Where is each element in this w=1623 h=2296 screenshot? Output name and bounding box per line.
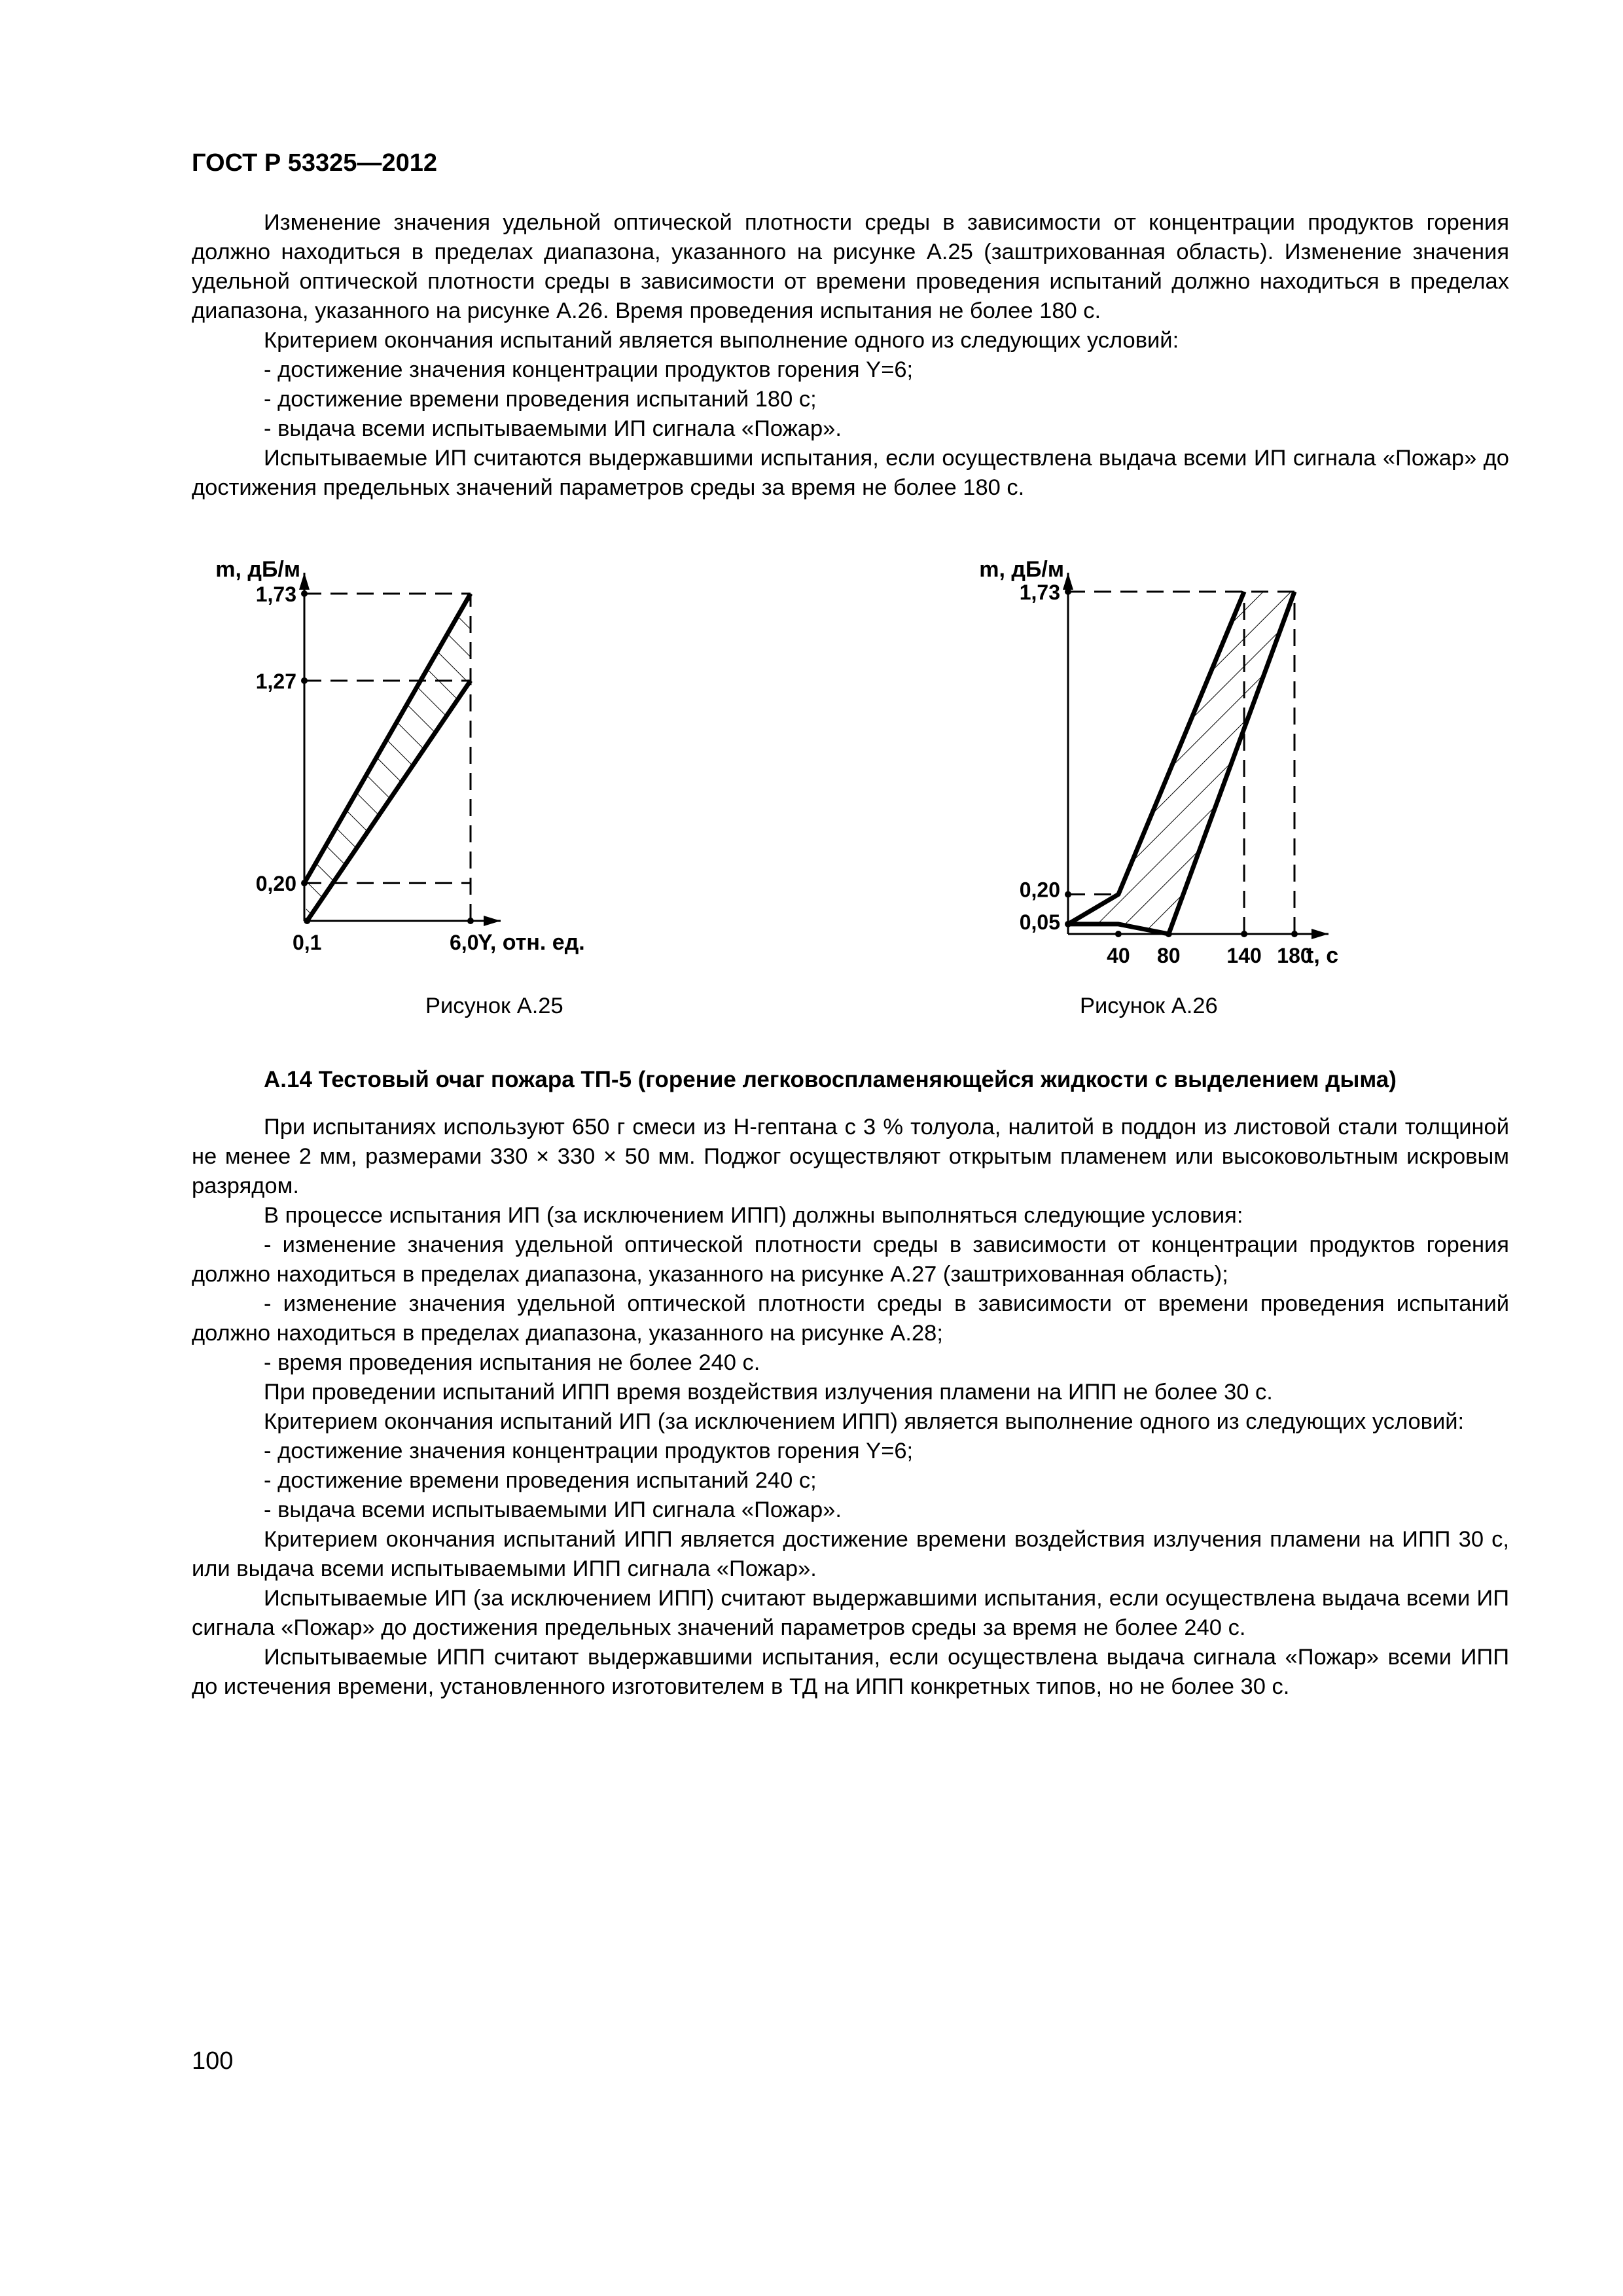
paragraph: Критерием окончания испытаний ИПП является достижение времени воздействия излучения пламени на ИПП 30 с, или выдача всеми испытываемыми ИПП сигнала «Пожар». bbox=[192, 1527, 1509, 1581]
paragraph: Критерием окончания испытаний ИП (за исключением ИПП) является выполнение одного из следующих условий: bbox=[264, 1409, 1465, 1434]
y-axis-arrow bbox=[299, 573, 310, 590]
y-tick-mark bbox=[301, 590, 308, 597]
lower-boundary-line bbox=[307, 681, 471, 921]
x-tick-mark bbox=[467, 918, 474, 924]
figure-caption: Рисунок А.26 bbox=[1080, 994, 1218, 1018]
list-item: - достижение значения концентрации продуктов горения Y=6; bbox=[264, 1439, 914, 1463]
y-tick-label: 0,20 bbox=[1019, 878, 1060, 902]
x-tick-label: 80 bbox=[1156, 944, 1181, 967]
y-tick-mark bbox=[301, 880, 308, 886]
paragraph: При испытаниях используют 650 г смеси из Н-гептана с 3 % толуола, налитой в поддон из листовой стали толщиной не менее 2 мм, размерами 330 × 330 × 50 мм. Поджог осуществляют открытым пламенем или высоковольтным искровым разрядом. bbox=[192, 1115, 1509, 1198]
x-tick-mark bbox=[1291, 931, 1298, 937]
paragraph: Испытываемые ИП считаются выдержавшими испытания, если осуществлена выдача всеми ИП сигнала «Пожар» до достижения предельных значений параметров среды за время не более 180 с. bbox=[192, 446, 1509, 500]
section-title: А.14 Тестовый очаг пожара ТП-5 (горение легковоспламеняющейся жидкости с выделением дыма) bbox=[264, 1067, 1397, 1092]
y-axis-label: m, дБ/м bbox=[979, 557, 1064, 582]
figure-a25-chart bbox=[170, 524, 838, 975]
list-item: - достижение значения концентрации продуктов горения Y=6; bbox=[264, 357, 914, 382]
y-tick-label: 0,20 bbox=[255, 872, 296, 896]
y-tick-label: 1,73 bbox=[255, 583, 296, 606]
y-tick-label: 1,27 bbox=[255, 669, 296, 693]
x-tick-label: 0,1 bbox=[292, 931, 322, 954]
paragraph: Изменение значения удельной оптической плотности среды в зависимости от концентрации продуктов горения должно находиться в пределах диапазона, указанного на рисунке А.25 (заштрихованная область). Изменение значения удельной оптической плотности среды в зависимости от времени проведения испытаний должно находиться в пределах диапазона, указанного на рисунке А.26. Время проведения испытания не более 180 с. bbox=[192, 210, 1509, 323]
paragraph: Критерием окончания испытаний является выполнение одного из следующих условий: bbox=[264, 328, 1179, 353]
x-tick-mark bbox=[1115, 931, 1122, 937]
figure-a26-chart bbox=[831, 524, 1505, 975]
x-tick-label: 6,0 bbox=[450, 931, 479, 954]
x-axis-label: t, с bbox=[1306, 943, 1339, 968]
x-tick-mark bbox=[304, 918, 310, 924]
y-tick-mark bbox=[1065, 588, 1071, 595]
paragraph: Испытываемые ИП (за исключением ИПП) считают выдержавшими испытания, если осуществлена выдача всеми ИП сигнала «Пожар» до достижения предельных значений параметров среды за время не более 240 с. bbox=[192, 1586, 1509, 1640]
list-item: - достижение времени проведения испытаний 180 с; bbox=[264, 387, 817, 412]
hatched-area bbox=[1068, 592, 1294, 934]
x-axis-arrow bbox=[484, 916, 501, 926]
hatched-area bbox=[304, 594, 471, 921]
document-header: ГОСТ Р 53325—2012 bbox=[192, 149, 437, 177]
figure-caption: Рисунок А.25 bbox=[425, 994, 563, 1018]
list-item: - изменение значения удельной оптической плотности среды в зависимости от времени проведения испытаний должно находиться в пределах диапазона, указанного на рисунке А.28; bbox=[192, 1291, 1509, 1346]
list-item: - достижение времени проведения испытаний 240 с; bbox=[264, 1468, 817, 1493]
x-axis-label: Y, отн. ед. bbox=[478, 930, 585, 955]
x-axis-arrow bbox=[1311, 929, 1329, 939]
text-block-1 bbox=[192, 208, 1509, 503]
x-tick-label: 180 bbox=[1277, 944, 1312, 967]
y-tick-mark bbox=[1065, 921, 1071, 927]
x-tick-mark bbox=[1241, 931, 1247, 937]
y-axis-label: m, дБ/м bbox=[215, 557, 300, 582]
y-tick-mark bbox=[301, 677, 308, 684]
x-tick-label: 140 bbox=[1226, 944, 1262, 967]
list-item: - изменение значения удельной оптической плотности среды в зависимости от концентрации продуктов горения должно находиться в пределах диапазона, указанного на рисунке А.27 (заштрихованная область); bbox=[192, 1232, 1509, 1287]
text-block-2 bbox=[192, 1113, 1509, 1702]
list-item: - время проведения испытания не более 240 с. bbox=[264, 1350, 760, 1375]
paragraph: В процессе испытания ИП (за исключением ИПП) должны выполняться следующие условия: bbox=[264, 1203, 1243, 1228]
y-tick-mark bbox=[1065, 891, 1071, 898]
upper-boundary-line bbox=[304, 594, 471, 883]
list-item: - выдача всеми испытываемыми ИП сигнала «Пожар». bbox=[264, 1498, 842, 1522]
y-tick-label: 0,05 bbox=[1019, 910, 1060, 934]
page-number: 100 bbox=[192, 2047, 234, 2075]
paragraph: При проведении испытаний ИПП время воздействия излучения пламени на ИПП не более 30 с. bbox=[264, 1380, 1273, 1405]
list-item: - выдача всеми испытываемыми ИП сигнала «Пожар». bbox=[264, 416, 842, 441]
x-tick-mark bbox=[1166, 931, 1172, 937]
y-axis-arrow bbox=[1063, 573, 1073, 590]
x-tick-label: 40 bbox=[1107, 944, 1130, 967]
paragraph: Испытываемые ИПП считают выдержавшими испытания, если осуществлена выдача сигнала «Пожар» всеми ИПП до истечения времени, установленного изготовителем в ТД на ИПП конкретных типов, но не более 30 с. bbox=[192, 1645, 1509, 1699]
y-tick-label: 1,73 bbox=[1019, 581, 1060, 604]
